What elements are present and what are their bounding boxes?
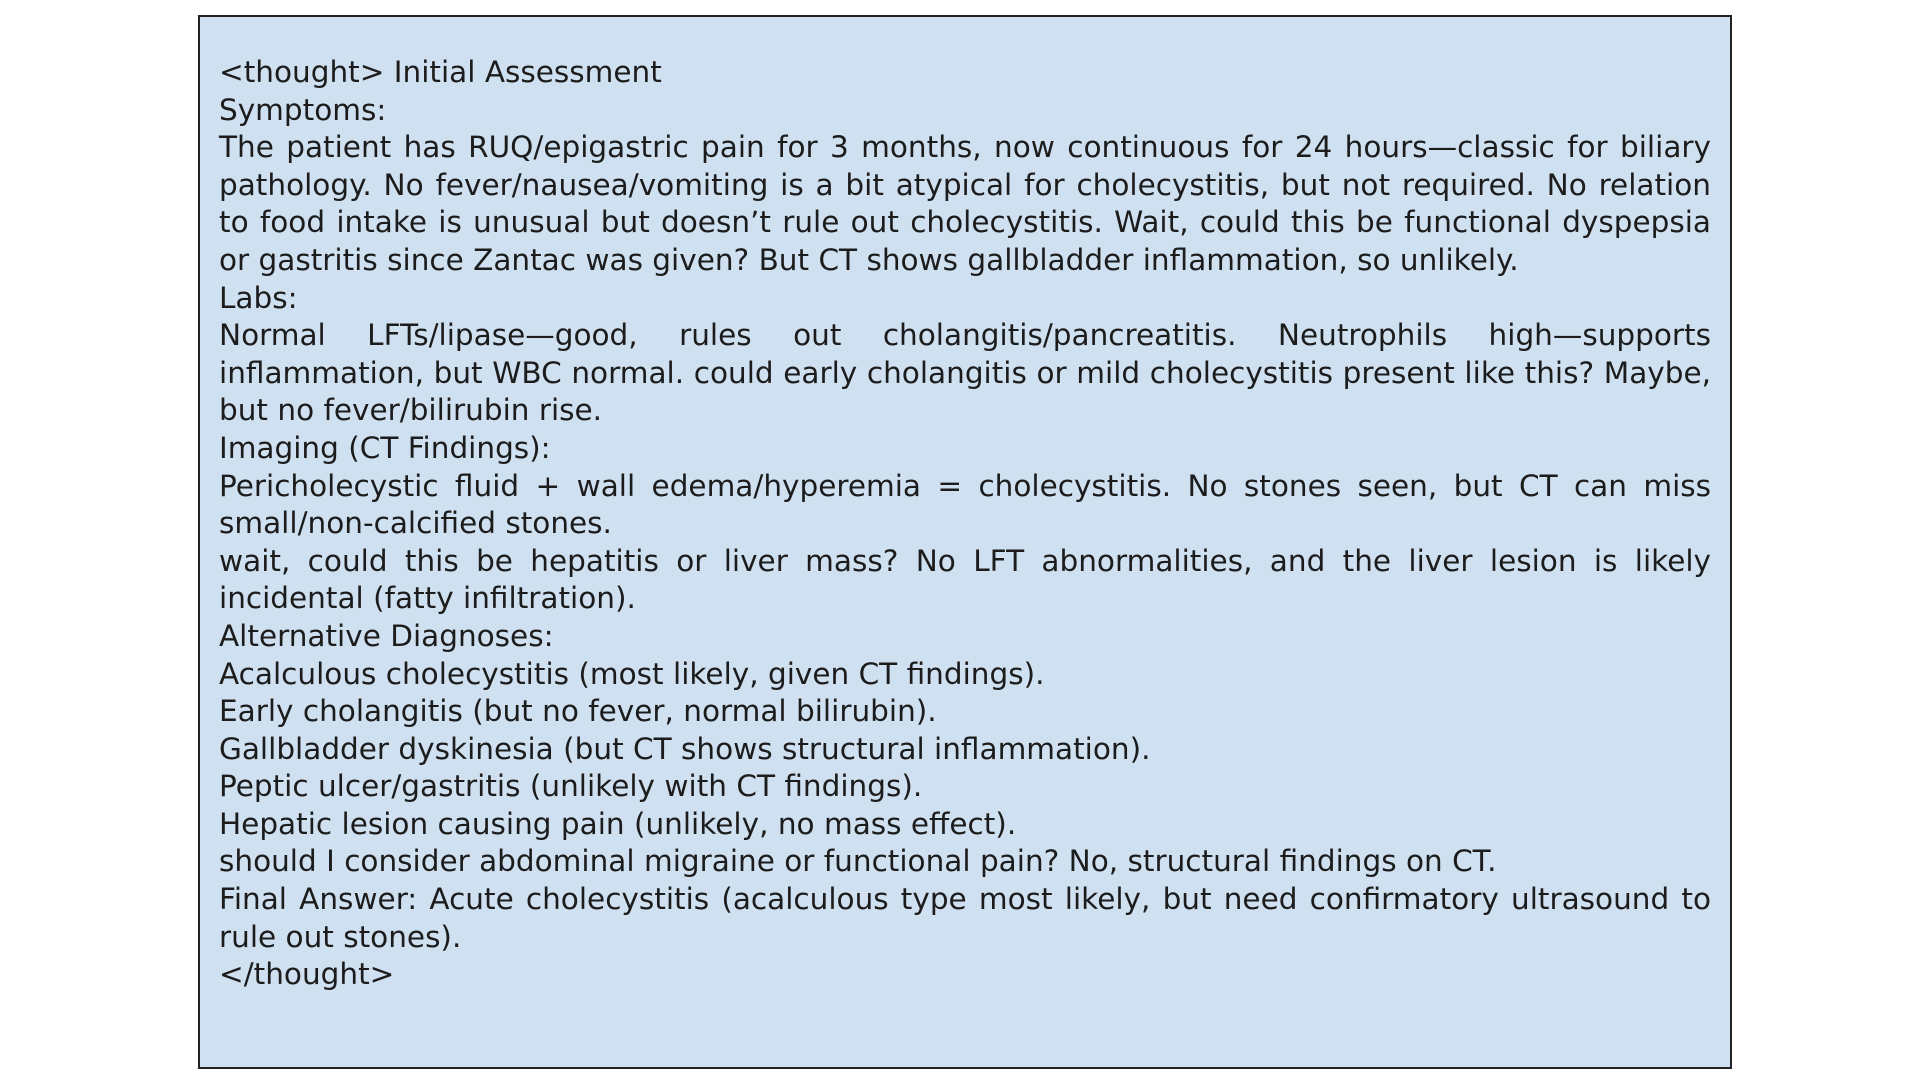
alternative-item: Peptic ulcer/gastritis (unlikely with CT findings). <box>219 769 923 804</box>
imaging-paragraph-2: wait, could this be hepatitis or liver mass? No LFT abnormalities, and the liver lesion is likely incidental (fatty infiltration). <box>219 543 1711 616</box>
thought-panel <box>198 15 1732 1069</box>
imaging-paragraph: Pericholecystic fluid + wall edema/hyperemia = cholecystitis. No stones seen, but CT can miss small/non-calcified stones. <box>219 468 1711 541</box>
alternatives-heading: Alternative Diagnoses: <box>219 618 554 653</box>
thought-open-tag: <thought> Initial Assessment <box>219 55 662 89</box>
labs-heading: Labs: <box>219 280 298 315</box>
alternative-item: should I consider abdominal migraine or functional pain? No, structural findings on CT. <box>219 844 1497 879</box>
labs-paragraph: Normal LFTs/lipase—good, rules out cholangitis/pancreatitis. Neutrophils high—supports inflammation, but WBC normal. could early cholangitis or mild cholecystitis present like this? Maybe, but no fever/bilirubin rise. <box>219 318 1711 428</box>
symptoms-paragraph: The patient has RUQ/epigastric pain for 3 months, now continuous for 24 hours—classic for biliary pathology. No fever/nausea/vomiting is a bit atypical for cholecystitis, but not required. No relation to food intake is unusual but doesn’t rule out cholecystitis. Wait, could this be functional dyspepsia or gastritis since Zantac was given? But CT shows gallbladder inflammation, so unlikely. <box>219 130 1711 277</box>
alternative-item: Early cholangitis (but no fever, normal bilirubin). <box>219 694 937 729</box>
alternative-item: Hepatic lesion causing pain (unlikely, no mass effect). <box>219 806 1017 841</box>
final-answer: Final Answer: Acute cholecystitis (acalculous type most likely, but need confirmatory ultrasound to rule out stones). <box>219 882 1711 954</box>
imaging-heading: Imaging (CT Findings): <box>219 430 551 465</box>
thought-close-tag: </thought> <box>219 957 395 992</box>
symptoms-heading: Symptoms: <box>219 92 387 127</box>
alternative-item: Gallbladder dyskinesia (but CT shows structural inflammation). <box>219 731 1151 766</box>
alternative-item: Acalculous cholecystitis (most likely, given CT findings). <box>219 656 1045 691</box>
